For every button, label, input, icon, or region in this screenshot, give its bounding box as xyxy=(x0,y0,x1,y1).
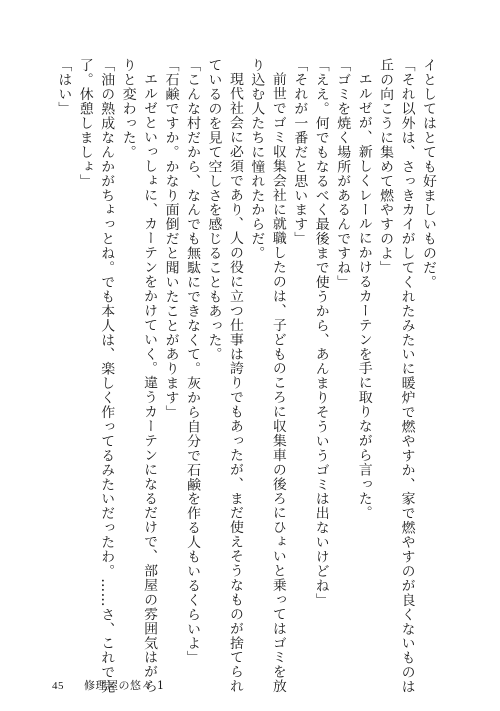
text-line: り込む人たちに憧れたからだ。 xyxy=(248,58,265,261)
text-line: 「それが一番だと思います」 xyxy=(291,58,308,246)
text-line: 「それ以外は、さっきカイがしてくれたみたいに暖炉で燃やすか、家で燃やすのが良くないものは xyxy=(398,58,415,694)
text-line: 現代社会に必須であり、人の役に立つ仕事は誇りでもあったが、まだ使えそうなものが捨てられ xyxy=(226,71,243,694)
text-line: 「こんな村だから、なんでも無駄にできなくて。灰から自分で石鹸を作る人もいるくらいよ」 xyxy=(184,58,201,665)
text-line: りと変わった。 xyxy=(119,58,136,160)
text-line: 「油の熟成なんかがちょっとね。でも本人は、楽しく作ってるみたいだったわ。……さ、これで完 xyxy=(98,58,115,694)
text-line: 丘の向こうに集めて燃やすのよ」 xyxy=(377,58,394,275)
text-line: 「石鹸ですか。かなり面倒だと聞いたことがあります」 xyxy=(162,58,179,420)
text-line: 「ええ。何でもなるべく最後まで使うから、あんまりそういうゴミは出ないけどね」 xyxy=(312,58,329,608)
page-number: 45 xyxy=(52,680,64,692)
text-line: イとしてはとても好ましいものだ。 xyxy=(420,58,436,290)
text-line: ているのを見て空しさを感じることもあった。 xyxy=(205,58,222,362)
text-line: 「はい」 xyxy=(55,58,72,116)
text-line: エルゼといっしょに、カーテンをかけていく。違うカーテンになるだけで、部屋の雰囲気はがら xyxy=(141,71,158,694)
text-line: 了。休憩しましょ」 xyxy=(76,58,93,189)
text-line: 前世でゴミ収集会社に就職したのは、子どものころに収集車の後ろにひょいと乗ってはゴミを放 xyxy=(269,71,286,694)
page-footer xyxy=(52,677,165,693)
book-title: 修理屋の悠々 1 xyxy=(84,679,165,692)
text-line: エルゼが、新しくレールにかけるカーテンを手に取りながら言った。 xyxy=(355,71,372,520)
text-line: 「ゴミを焼く場所があるんですね」 xyxy=(334,58,351,290)
